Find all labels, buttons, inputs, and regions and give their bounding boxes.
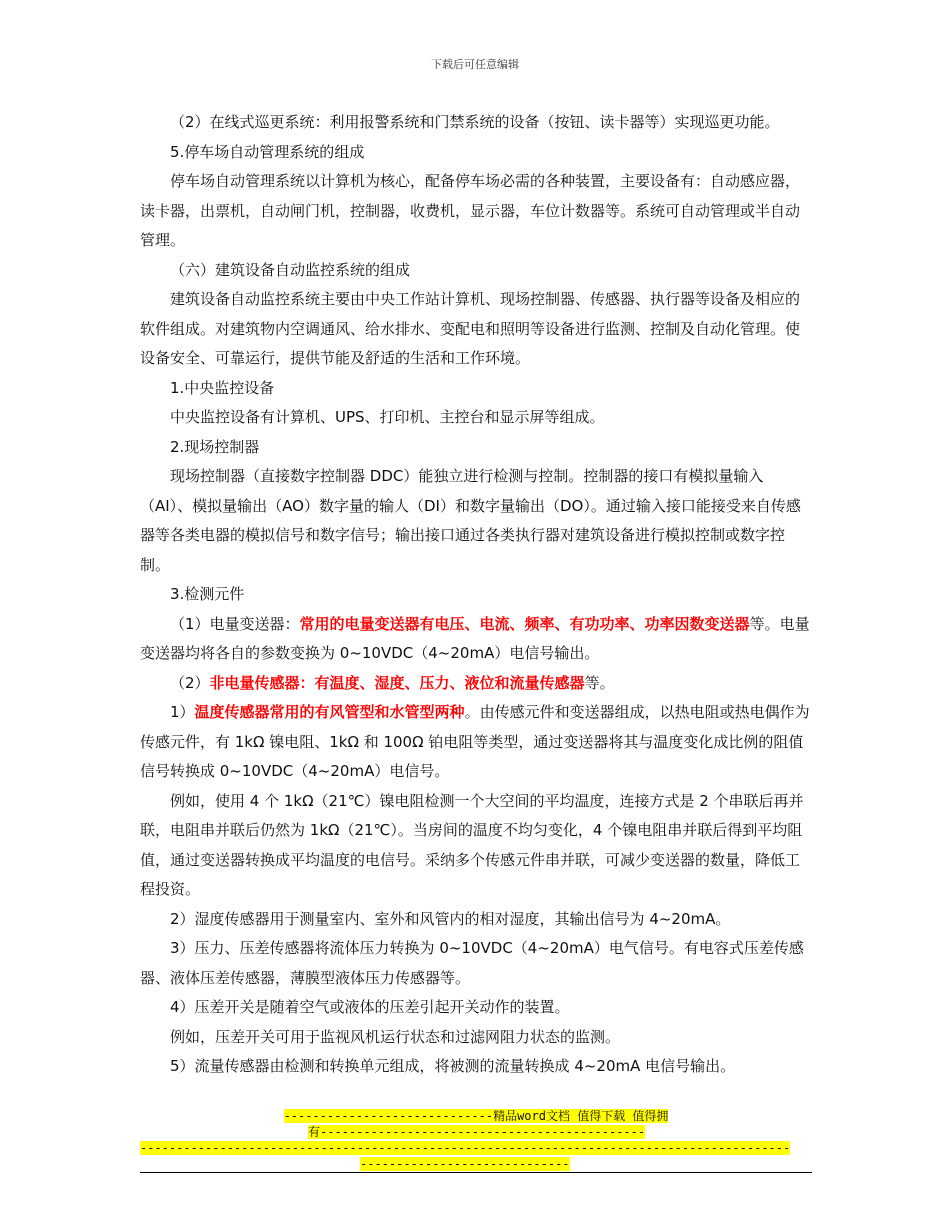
highlighted-text: ------------------------------------------------------------------------------------------ [140,1141,791,1155]
paragraph-pressure-switch-example: 例如，压差开关可用于监视风机运行状态和过滤网阻力状态的监测。 [170,1027,621,1046]
document-body [140,108,812,1082]
text-segment: 等。电量变送器均将各自的参数变换为 0~10VDC（4~20mA）电信号输出。 [140,614,810,662]
heading-central-monitoring: 1.中央监控设备 [170,378,275,397]
paragraph-field-controller: 现场控制器（直接数字控制器 DDC）能独立进行检测与控制。控制器的接口有模拟量输入（AI）、模拟量输出（AO）数字量的输人（DI）和数字量输出（DO）。通过输入接口能接受来自传感器等各类电器的模拟信号和数字信号；输出接口通过各类执行器对建筑设备进行模拟控制或数字控制。 [140,467,801,574]
paragraph-patrol-online: （2）在线式巡更系统：利用报警系统和门禁系统的设备（按钮、读卡器等）实现巡更功能。 [170,113,780,131]
heading-field-controller: 2.现场控制器 [170,437,260,456]
footer-line-4 [140,1156,812,1172]
paragraph-central-monitoring: 中央监控设备有计算机、UPS、打印机、主控台和显示屏等组成。 [170,408,605,426]
paragraph-pressure-switch: 4）压差开关是随着空气或液体的压差引起开关动作的装置。 [170,998,570,1016]
footer-divider [140,1172,812,1173]
paragraph-non-electric-sensor [140,669,812,699]
highlighted-text: 有--------------------------------------------- [308,1125,646,1139]
emphasis-text: 非电量传感器：有温度、湿度、压力、液位和流量传感器 [209,673,585,692]
footer-watermark [140,1108,812,1172]
paragraph-flow-sensor: 5）流量传感器由检测和转换单元组成，将被测的流量转换成 4~20mA 电信号输出。 [170,1057,736,1075]
emphasis-text: 常用的电量变送器有电压、电流、频率、有功功率、功率因数变送器 [299,614,750,633]
text-segment: （2） [170,673,210,692]
highlighted-text: -----------------------------精品word文档 值得下载 值得拥 [283,1109,669,1123]
footer-line-2 [140,1124,812,1140]
highlighted-text: ----------------------------- [360,1157,570,1171]
text-segment: 1） [170,703,195,721]
paragraph-humidity-sensor: 2）湿度传感器用于测量室内、室外和风管内的相对湿度，其输出信号为 4~20mA。 [170,909,731,928]
heading-detection-elements: 3.检测元件 [170,585,245,603]
paragraph-parking-system: 停车场自动管理系统以计算机为核心，配备停车场必需的各种装置，主要设备有：自动感应器，读卡器，出票机，自动闸门机，控制器，收费机，显示器，车位计数器等。系统可自动管理或半自动管理。 [140,172,801,249]
text-segment: 等。 [584,673,615,692]
footer-line-3 [140,1140,812,1156]
paragraph-temperature-example: 例如，使用 4 个 1kΩ（21℃）镍电阻检测一个大空间的平均温度，连接方式是 2 个串联后再并联，电阻串并联后仍然为 1kΩ（21℃）。当房间的温度不均匀变化，4 个镍电阻串并联后得到平均阻值，通过变送器转换成平均温度的电信号。采纳多个传感元件串并联，可减少变送器的数量，降低工程投资。 [140,791,804,898]
page-header: 下载后可任意编辑 [431,58,519,71]
paragraph-pressure-sensor: 3）压力、压差传感器将流体压力转换为 0~10VDC（4~20mA）电气信号。有电容式压差传感器、液体压差传感器，薄膜型液体压力传感器等。 [140,939,804,987]
text-segment: （1）电量变送器： [170,614,300,633]
text-segment: 。由传感元件和变送器组成，以热电阻或热电偶作为传感元件，有 1kΩ 镍电阻、1kΩ 和 100Ω 铂电阻等类型，通过变送器将其与温度变化成比例的阻值信号转换成 0~10VDC（4~20mA）电信号。 [140,703,810,780]
heading-parking-system: 5.停车场自动管理系统的组成 [170,142,365,161]
paragraph-building-automation: 建筑设备自动监控系统主要由中央工作站计算机、现场控制器、传感器、执行器等设备及相应的软件组成。对建筑物内空调通风、给水排水、变配电和照明等设备进行监测、控制及自动化管理。使设备安全、可靠运行，提供节能及舒适的生活和工作环境。 [140,290,801,367]
paragraph-electric-transmitter [140,610,812,669]
paragraph-temperature-sensor [140,698,812,787]
heading-building-automation: （六）建筑设备自动监控系统的组成 [170,260,411,279]
footer-line-1 [140,1108,812,1124]
emphasis-text: 温度传感器常用的有风管型和水管型两种 [194,703,465,721]
